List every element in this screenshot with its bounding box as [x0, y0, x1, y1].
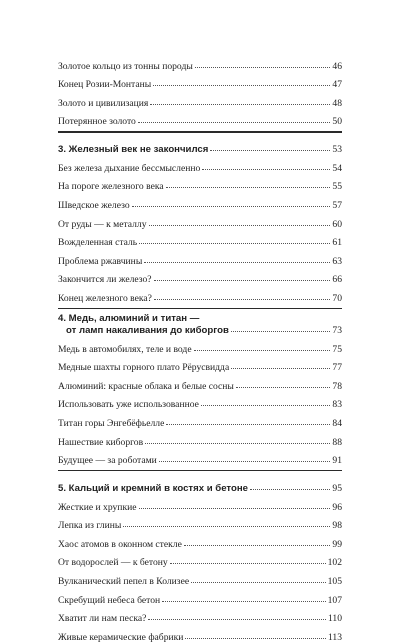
toc-entry	[58, 392, 342, 411]
toc-entry	[58, 448, 342, 467]
chapter-title-line2: от ламп накаливания до киборгов	[66, 325, 229, 337]
leader-dots	[201, 405, 331, 406]
toc-entry-title: Хватит ли нам песка?	[58, 613, 147, 625]
toc-entry	[58, 550, 342, 569]
chapter-title: 5. Кальций и кремний в костях и бетоне	[58, 483, 248, 495]
toc-entry-page: 70	[332, 292, 342, 304]
chapter-title: 3. Железный век не закончился	[58, 144, 209, 156]
toc-entry-title: Хаос атомов в оконном стекле	[58, 538, 182, 550]
toc-entry-title: Вулканический пепел в Колизее	[58, 576, 190, 587]
toc-entry-page: 105	[327, 576, 342, 587]
leader-dots	[123, 526, 330, 527]
leader-dots	[184, 545, 331, 546]
leader-dots	[138, 122, 331, 123]
toc-entry-page: 107	[327, 594, 342, 606]
toc-entry-title: Живые керамические фабрики	[58, 631, 184, 643]
toc-entry	[58, 90, 342, 109]
toc-entry-page: 50	[332, 116, 342, 128]
chapter-heading	[58, 475, 342, 494]
toc-entry-page: 60	[332, 218, 342, 230]
toc-entry	[58, 494, 342, 513]
leader-dots	[231, 368, 330, 369]
toc-entry	[58, 211, 342, 230]
toc-entry	[58, 72, 342, 91]
leader-dots	[170, 563, 326, 564]
toc-entry	[58, 230, 342, 249]
leader-dots	[231, 331, 331, 332]
table-of-contents	[58, 53, 342, 643]
leader-dots	[210, 150, 330, 151]
toc-entry-page: 47	[332, 79, 342, 91]
toc-entry-page: 63	[332, 255, 342, 267]
chapter-heading	[58, 137, 342, 156]
toc-entry-title: Лепка из глины	[58, 520, 122, 532]
toc-entry-page: 102	[327, 557, 342, 569]
toc-entry-page: 78	[332, 380, 342, 392]
toc-entry-title: Проблема ржавчины	[58, 255, 143, 267]
toc-entry-title: Алюминий: красные облака и белые сосны	[58, 380, 234, 392]
leader-dots	[150, 104, 330, 105]
toc-entry-page: 110	[327, 613, 342, 625]
toc-entry-title: Закончится ли железо?	[58, 274, 152, 286]
chapter-heading	[58, 313, 342, 336]
toc-entry-title: Медь в автомобилях, теле и воде	[58, 343, 192, 355]
toc-entry-title: От водорослей — к бетону	[58, 557, 168, 569]
toc-entry	[58, 373, 342, 392]
leader-dots	[166, 187, 331, 188]
toc-entry	[58, 410, 342, 429]
toc-entry-title: Медные шахты горного плато Рёрусвидда	[58, 362, 230, 374]
toc-entry-page: 96	[332, 501, 342, 513]
toc-entry-page: 91	[332, 455, 342, 467]
leader-dots	[145, 443, 330, 444]
toc-entry-title: На пороге железного века	[58, 181, 164, 193]
section-divider	[58, 131, 342, 132]
toc-entry-page: 88	[332, 436, 342, 448]
toc-entry-title: Шведское железо	[58, 199, 130, 211]
toc-entry-page: 83	[332, 399, 342, 411]
toc-entry-title: От руды — к металлу	[58, 218, 147, 230]
toc-entry	[58, 174, 342, 193]
leader-dots	[139, 243, 330, 244]
chapter-page: 73	[332, 325, 342, 337]
leader-dots	[153, 85, 330, 86]
leader-dots	[191, 582, 326, 583]
toc-entry	[58, 429, 342, 448]
toc-entry	[58, 624, 342, 643]
leader-dots	[159, 461, 331, 462]
toc-entry-title: Титан горы Энгебёфьелле	[58, 418, 165, 430]
toc-entry	[58, 355, 342, 374]
leader-dots	[132, 206, 331, 207]
leader-dots	[149, 225, 331, 226]
toc-entry	[58, 267, 342, 286]
toc-entry-page: 66	[332, 274, 342, 286]
toc-entry-page: 57	[332, 199, 342, 211]
toc-entry-title: Конец железного века?	[58, 292, 152, 304]
chapter-title-line2-row	[58, 324, 342, 336]
toc-entry-page: 84	[332, 418, 342, 430]
toc-entry-page: 77	[332, 362, 342, 374]
toc-entry-page: 55	[332, 181, 342, 193]
section-divider	[58, 470, 342, 471]
leader-dots	[154, 280, 331, 281]
toc-entry-page: 54	[332, 162, 342, 174]
toc-entry	[58, 336, 342, 355]
toc-entry-title: Вожделенная сталь	[58, 237, 138, 249]
toc-entry-title: Золотое кольцо из тонны породы	[58, 60, 193, 72]
leader-dots	[148, 619, 326, 620]
toc-entry-page: 46	[332, 60, 342, 72]
toc-entry	[58, 109, 342, 128]
leader-dots	[202, 169, 330, 170]
toc-entry	[58, 531, 342, 550]
chapter-title-line1: 4. Медь, алюминий и титан —	[58, 313, 200, 325]
toc-entry-title: Скребущий небеса бетон	[58, 594, 161, 606]
toc-entry	[58, 248, 342, 267]
leader-dots	[139, 508, 331, 509]
toc-entry	[58, 155, 342, 174]
toc-entry-page: 75	[332, 343, 342, 355]
leader-dots	[195, 67, 331, 68]
toc-entry-page: 98	[332, 520, 342, 532]
toc-entry-title: Нашествие киборгов	[58, 436, 144, 448]
leader-dots	[250, 489, 330, 490]
leader-dots	[194, 350, 331, 351]
leader-dots	[144, 262, 330, 263]
toc-entry	[58, 568, 342, 587]
section-divider	[58, 308, 342, 309]
leader-dots	[162, 601, 325, 602]
chapter-page: 53	[332, 144, 342, 156]
toc-entry-title: Золото и цивилизация	[58, 97, 149, 109]
toc-entry-page: 48	[332, 97, 342, 109]
toc-entry	[58, 192, 342, 211]
toc-entry	[58, 285, 342, 304]
toc-entry-page: 113	[327, 631, 342, 643]
leader-dots	[185, 638, 326, 639]
toc-entry-title: Без железа дыхание бессмысленно	[58, 162, 201, 174]
toc-entry	[58, 513, 342, 532]
toc-entry-page: 99	[332, 538, 342, 550]
chapter-page: 95	[332, 483, 342, 495]
leader-dots	[166, 424, 330, 425]
toc-entry	[58, 53, 342, 72]
toc-entry	[58, 587, 342, 606]
toc-entry-title: Конец Розии-Монтаны	[58, 79, 152, 91]
toc-entry-title: Использовать уже использованное	[58, 399, 199, 411]
toc-entry-page: 61	[332, 237, 342, 249]
toc-entry-title: Будущее — за роботами	[58, 455, 157, 467]
leader-dots	[236, 387, 331, 388]
toc-entry	[58, 606, 342, 625]
toc-entry-title: Жесткие и хрупкие	[58, 501, 137, 513]
toc-entry-title: Потерянное золото	[58, 116, 136, 128]
leader-dots	[154, 299, 330, 300]
